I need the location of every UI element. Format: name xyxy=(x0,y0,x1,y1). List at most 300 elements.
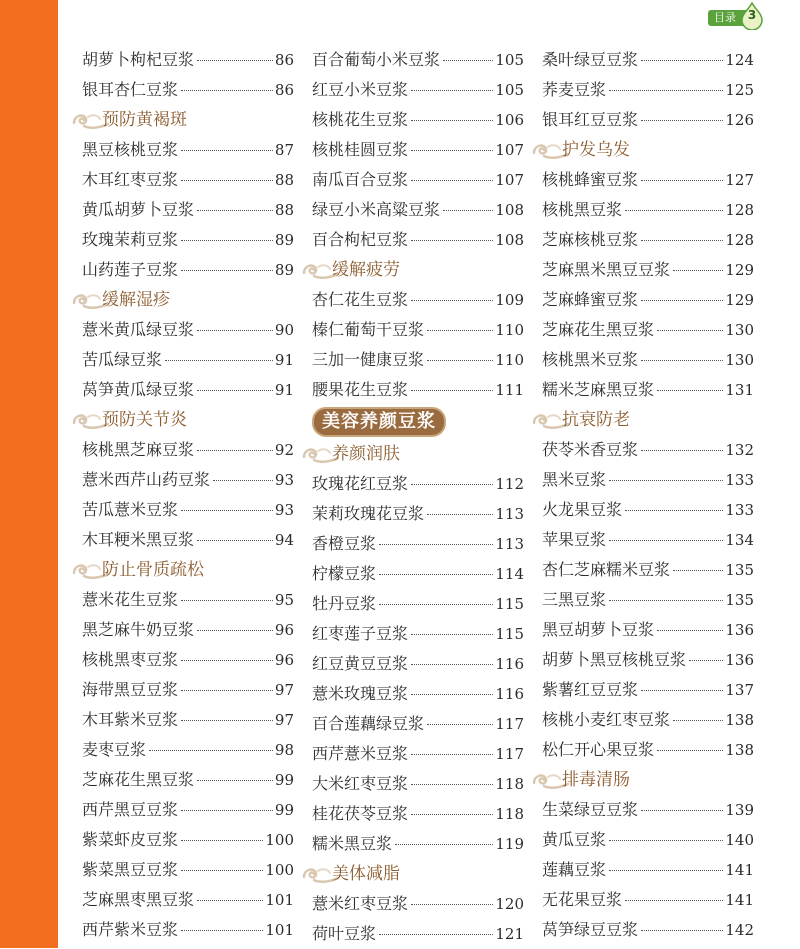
dot-leader xyxy=(673,270,723,271)
toc-entry[interactable] xyxy=(542,105,754,135)
entry-title: 榛仁葡萄干豆浆 xyxy=(312,320,425,339)
entry-title: 黄瓜豆浆 xyxy=(542,830,607,849)
toc-entry[interactable] xyxy=(542,225,754,255)
entry-title: 玫瑰茉莉豆浆 xyxy=(82,230,179,249)
entry-page-number: 112 xyxy=(495,475,524,493)
entry-page-number: 118 xyxy=(495,805,524,823)
section-heading xyxy=(70,105,294,135)
section-heading xyxy=(530,135,754,165)
toc-column-1 xyxy=(82,45,294,945)
dot-leader xyxy=(411,694,493,695)
dot-leader xyxy=(197,900,263,901)
dot-leader xyxy=(657,630,723,631)
toc-entry[interactable] xyxy=(82,525,294,555)
toc-entry[interactable] xyxy=(312,105,524,135)
toc-entry[interactable] xyxy=(82,615,294,645)
entry-page-number: 92 xyxy=(274,441,294,459)
dot-leader xyxy=(625,510,723,511)
entry-title: 薏米红枣豆浆 xyxy=(312,894,409,913)
toc-entry[interactable] xyxy=(312,529,524,559)
entry-title: 大米红枣豆浆 xyxy=(312,774,409,793)
entry-title: 南瓜百合豆浆 xyxy=(312,170,409,189)
entry-page-number: 86 xyxy=(274,51,294,69)
dot-leader xyxy=(181,150,273,151)
entry-page-number: 94 xyxy=(274,531,294,549)
toc-entry[interactable] xyxy=(542,615,754,645)
section-title: 养颜润肤 xyxy=(332,444,400,464)
entry-title: 玫瑰花红豆浆 xyxy=(312,474,409,493)
toc-entry[interactable] xyxy=(542,345,754,375)
toc-entry[interactable] xyxy=(542,45,754,75)
toc-entry[interactable] xyxy=(82,75,294,105)
entry-title: 紫菜虾皮豆浆 xyxy=(82,830,179,849)
entry-title: 核桃蜂蜜豆浆 xyxy=(542,170,639,189)
toc-entry[interactable] xyxy=(82,315,294,345)
dot-leader xyxy=(379,544,493,545)
toc-entry[interactable] xyxy=(82,735,294,765)
entry-title: 木耳粳米黑豆浆 xyxy=(82,530,195,549)
entry-title: 芝麻花生黑豆浆 xyxy=(542,320,655,339)
toc-label: 目录 xyxy=(708,10,750,26)
toc-entry[interactable] xyxy=(312,375,524,405)
entry-title: 海带黑豆豆浆 xyxy=(82,680,179,699)
toc-entry[interactable] xyxy=(542,435,754,465)
dot-leader xyxy=(411,300,493,301)
toc-entry[interactable] xyxy=(542,495,754,525)
toc-entry[interactable] xyxy=(82,225,294,255)
dot-leader xyxy=(181,690,273,691)
entry-title: 牡丹豆浆 xyxy=(312,594,377,613)
toc-entry[interactable] xyxy=(542,855,754,885)
dot-leader xyxy=(443,60,493,61)
entry-title: 百合莲藕绿豆浆 xyxy=(312,714,425,733)
category-title: 美容养颜豆浆 xyxy=(312,407,446,437)
toc-entry[interactable] xyxy=(542,465,754,495)
dot-leader xyxy=(657,390,723,391)
entry-title: 西芹薏米豆浆 xyxy=(312,744,409,763)
toc-entry[interactable] xyxy=(542,915,754,945)
entry-page-number: 127 xyxy=(725,171,754,189)
toc-entry[interactable] xyxy=(542,645,754,675)
toc-entry[interactable] xyxy=(312,709,524,739)
entry-page-number: 138 xyxy=(725,711,754,729)
dot-leader xyxy=(641,930,723,931)
dot-leader xyxy=(197,330,273,331)
toc-entry[interactable] xyxy=(312,919,524,949)
entry-title: 百合葡萄小米豆浆 xyxy=(312,50,441,69)
toc-entry[interactable] xyxy=(312,589,524,619)
toc-entry[interactable] xyxy=(542,315,754,345)
entry-page-number: 117 xyxy=(495,715,524,733)
entry-page-number: 141 xyxy=(725,861,754,879)
dot-leader xyxy=(181,270,273,271)
entry-page-number: 88 xyxy=(274,201,294,219)
dot-leader xyxy=(609,540,723,541)
entry-title: 苦瓜薏米豆浆 xyxy=(82,500,179,519)
entry-title: 苦瓜绿豆浆 xyxy=(82,350,163,369)
entry-title: 西芹紫米豆浆 xyxy=(82,920,179,939)
toc-entry[interactable] xyxy=(542,735,754,765)
entry-page-number: 105 xyxy=(495,51,524,69)
entry-page-number: 110 xyxy=(495,321,524,339)
dot-leader xyxy=(609,840,723,841)
toc-entry[interactable] xyxy=(82,825,294,855)
entry-title: 苹果豆浆 xyxy=(542,530,607,549)
toc-entry[interactable] xyxy=(82,45,294,75)
entry-title: 黑豆核桃豆浆 xyxy=(82,140,179,159)
entry-page-number: 128 xyxy=(725,231,754,249)
section-heading xyxy=(70,555,294,585)
toc-entry[interactable] xyxy=(312,889,524,919)
dot-leader xyxy=(609,600,723,601)
toc-entry[interactable] xyxy=(312,285,524,315)
entry-page-number: 137 xyxy=(725,681,754,699)
toc-entry[interactable] xyxy=(542,705,754,735)
dot-leader xyxy=(197,210,273,211)
entry-title: 桑叶绿豆豆浆 xyxy=(542,50,639,69)
toc-entry[interactable] xyxy=(82,255,294,285)
entry-title: 黄瓜胡萝卜豆浆 xyxy=(82,200,195,219)
entry-page-number: 97 xyxy=(274,711,294,729)
entry-page-number: 89 xyxy=(274,231,294,249)
dot-leader xyxy=(411,240,493,241)
toc-entry[interactable] xyxy=(312,165,524,195)
dot-leader xyxy=(657,330,723,331)
entry-page-number: 142 xyxy=(725,921,754,939)
entry-page-number: 133 xyxy=(725,501,754,519)
entry-title: 核桃黑豆浆 xyxy=(542,200,623,219)
toc-entry[interactable] xyxy=(542,195,754,225)
dot-leader xyxy=(197,390,273,391)
dot-leader xyxy=(197,630,273,631)
entry-page-number: 93 xyxy=(274,471,294,489)
entry-page-number: 117 xyxy=(495,745,524,763)
leaf-icon xyxy=(740,6,764,30)
dot-leader xyxy=(379,574,493,575)
dot-leader xyxy=(641,690,723,691)
toc-entry[interactable] xyxy=(542,885,754,915)
entry-page-number: 110 xyxy=(495,351,524,369)
dot-leader xyxy=(411,390,493,391)
toc-column-3 xyxy=(542,45,754,945)
dot-leader xyxy=(427,360,493,361)
entry-page-number: 138 xyxy=(725,741,754,759)
toc-entry[interactable] xyxy=(312,649,524,679)
toc-entry[interactable] xyxy=(312,769,524,799)
dot-leader xyxy=(625,900,723,901)
toc-entry[interactable] xyxy=(542,795,754,825)
entry-page-number: 90 xyxy=(274,321,294,339)
toc-entry[interactable] xyxy=(312,469,524,499)
entry-page-number: 86 xyxy=(274,81,294,99)
toc-entry[interactable] xyxy=(312,45,524,75)
entry-page-number: 113 xyxy=(495,535,524,553)
toc-entry[interactable] xyxy=(82,465,294,495)
entry-page-number: 140 xyxy=(725,831,754,849)
entry-page-number: 91 xyxy=(274,351,294,369)
section-title: 缓解湿疹 xyxy=(102,290,170,310)
entry-title: 柠檬豆浆 xyxy=(312,564,377,583)
entry-page-number: 120 xyxy=(495,895,524,913)
entry-title: 银耳杏仁豆浆 xyxy=(82,80,179,99)
dot-leader xyxy=(181,600,273,601)
dot-leader xyxy=(181,720,273,721)
toc-entry[interactable] xyxy=(82,435,294,465)
dot-leader xyxy=(609,90,723,91)
entry-page-number: 108 xyxy=(495,201,524,219)
toc-entry[interactable] xyxy=(82,195,294,225)
entry-title: 木耳红枣豆浆 xyxy=(82,170,179,189)
toc-entry[interactable] xyxy=(82,165,294,195)
entry-page-number: 134 xyxy=(725,531,754,549)
dot-leader xyxy=(641,450,723,451)
entry-page-number: 115 xyxy=(495,625,524,643)
entry-title: 薏米花生豆浆 xyxy=(82,590,179,609)
dot-leader xyxy=(641,120,723,121)
entry-page-number: 100 xyxy=(265,861,294,879)
section-title: 护发乌发 xyxy=(562,140,630,160)
dot-leader xyxy=(379,604,493,605)
section-heading xyxy=(300,859,524,889)
toc-entry[interactable] xyxy=(312,195,524,225)
entry-page-number: 121 xyxy=(495,925,524,943)
entry-title: 胡萝卜枸杞豆浆 xyxy=(82,50,195,69)
entry-page-number: 133 xyxy=(725,471,754,489)
entry-page-number: 91 xyxy=(274,381,294,399)
entry-page-number: 115 xyxy=(495,595,524,613)
toc-entry[interactable] xyxy=(542,255,754,285)
dot-leader xyxy=(165,360,273,361)
entry-page-number: 99 xyxy=(274,771,294,789)
entry-page-number: 132 xyxy=(725,441,754,459)
entry-title: 火龙果豆浆 xyxy=(542,500,623,519)
dot-leader xyxy=(411,484,493,485)
entry-title: 香橙豆浆 xyxy=(312,534,377,553)
entry-title: 茯苓米香豆浆 xyxy=(542,440,639,459)
toc-entry[interactable] xyxy=(82,885,294,915)
entry-page-number: 129 xyxy=(725,291,754,309)
toc-entry[interactable] xyxy=(542,525,754,555)
entry-page-number: 135 xyxy=(725,591,754,609)
entry-title: 胡萝卜黑豆核桃豆浆 xyxy=(542,650,687,669)
dot-leader xyxy=(411,904,493,905)
entry-page-number: 105 xyxy=(495,81,524,99)
entry-title: 莲藕豆浆 xyxy=(542,860,607,879)
entry-page-number: 107 xyxy=(495,141,524,159)
entry-title: 糯米芝麻黑豆浆 xyxy=(542,380,655,399)
entry-page-number: 107 xyxy=(495,171,524,189)
toc-entry[interactable] xyxy=(312,619,524,649)
toc-entry[interactable] xyxy=(82,135,294,165)
toc-entry[interactable] xyxy=(542,825,754,855)
toc-entry[interactable] xyxy=(82,795,294,825)
entry-page-number: 116 xyxy=(495,655,524,673)
entry-title: 芝麻核桃豆浆 xyxy=(542,230,639,249)
entry-title: 芝麻花生黑豆浆 xyxy=(82,770,195,789)
entry-title: 薏米玫瑰豆浆 xyxy=(312,684,409,703)
section-title: 美体减脂 xyxy=(332,864,400,884)
dot-leader xyxy=(443,210,493,211)
entry-page-number: 98 xyxy=(274,741,294,759)
entry-page-number: 119 xyxy=(495,835,524,853)
entry-page-number: 96 xyxy=(274,621,294,639)
entry-title: 百合枸杞豆浆 xyxy=(312,230,409,249)
toc-entry[interactable] xyxy=(312,679,524,709)
toc-column-2 xyxy=(312,45,524,949)
entry-page-number: 139 xyxy=(725,801,754,819)
entry-title: 芝麻蜂蜜豆浆 xyxy=(542,290,639,309)
entry-page-number: 89 xyxy=(274,261,294,279)
entry-title: 银耳红豆豆浆 xyxy=(542,110,639,129)
dot-leader xyxy=(181,660,273,661)
entry-page-number: 116 xyxy=(495,685,524,703)
dot-leader xyxy=(411,664,493,665)
entry-title: 桂花茯苓豆浆 xyxy=(312,804,409,823)
page-edge-band xyxy=(0,0,58,948)
dot-leader xyxy=(181,90,273,91)
section-title: 预防黄褐斑 xyxy=(102,110,187,130)
dot-leader xyxy=(641,180,723,181)
dot-leader xyxy=(609,870,723,871)
toc-entry[interactable] xyxy=(82,585,294,615)
section-heading xyxy=(530,765,754,795)
entry-title: 莴笋黄瓜绿豆浆 xyxy=(82,380,195,399)
section-title: 排毒清肠 xyxy=(562,770,630,790)
entry-page-number: 129 xyxy=(725,261,754,279)
entry-page-number: 124 xyxy=(725,51,754,69)
toc-entry[interactable] xyxy=(312,135,524,165)
toc-entry[interactable] xyxy=(312,829,524,859)
entry-title: 木耳紫米豆浆 xyxy=(82,710,179,729)
entry-title: 糯米黑豆浆 xyxy=(312,834,393,853)
dot-leader xyxy=(197,450,273,451)
dot-leader xyxy=(197,540,273,541)
toc-entry[interactable] xyxy=(82,915,294,945)
toc-entry[interactable] xyxy=(312,499,524,529)
dot-leader xyxy=(411,814,493,815)
entry-page-number: 87 xyxy=(274,141,294,159)
entry-page-number: 131 xyxy=(725,381,754,399)
entry-title: 核桃黑米豆浆 xyxy=(542,350,639,369)
entry-title: 腰果花生豆浆 xyxy=(312,380,409,399)
dot-leader xyxy=(427,514,493,515)
dot-leader xyxy=(411,120,493,121)
toc-entry[interactable] xyxy=(542,675,754,705)
entry-page-number: 136 xyxy=(725,651,754,669)
entry-title: 红豆黄豆豆浆 xyxy=(312,654,409,673)
toc-entry[interactable] xyxy=(542,375,754,405)
entry-title: 黑豆胡萝卜豆浆 xyxy=(542,620,655,639)
dot-leader xyxy=(427,724,493,725)
entry-page-number: 136 xyxy=(725,621,754,639)
entry-page-number: 125 xyxy=(725,81,754,99)
entry-page-number: 109 xyxy=(495,291,524,309)
toc-entry[interactable] xyxy=(82,345,294,375)
toc-entry[interactable] xyxy=(312,345,524,375)
toc-entry[interactable] xyxy=(542,75,754,105)
entry-title: 核桃黑枣豆浆 xyxy=(82,650,179,669)
section-heading xyxy=(300,439,524,469)
dot-leader xyxy=(641,360,723,361)
section-heading xyxy=(70,405,294,435)
toc-entry[interactable] xyxy=(542,555,754,585)
entry-title: 紫薯红豆豆浆 xyxy=(542,680,639,699)
toc-entry[interactable] xyxy=(312,799,524,829)
entry-page-number: 93 xyxy=(274,501,294,519)
entry-page-number: 101 xyxy=(265,921,294,939)
entry-title: 西芹黑豆豆浆 xyxy=(82,800,179,819)
toc-entry[interactable] xyxy=(82,495,294,525)
toc-entry[interactable] xyxy=(312,315,524,345)
dot-leader xyxy=(181,240,273,241)
entry-title: 山药莲子豆浆 xyxy=(82,260,179,279)
entry-title: 松仁开心果豆浆 xyxy=(542,740,655,759)
entry-title: 红枣莲子豆浆 xyxy=(312,624,409,643)
entry-title: 薏米西芹山药豆浆 xyxy=(82,470,211,489)
toc-entry[interactable] xyxy=(312,225,524,255)
toc-entry[interactable] xyxy=(82,855,294,885)
dot-leader xyxy=(641,300,723,301)
dot-leader xyxy=(181,930,263,931)
dot-leader xyxy=(625,210,723,211)
entry-title: 黑芝麻牛奶豆浆 xyxy=(82,620,195,639)
toc-entry[interactable] xyxy=(82,375,294,405)
dot-leader xyxy=(181,510,273,511)
dot-leader xyxy=(181,810,273,811)
category-heading xyxy=(312,405,524,439)
dot-leader xyxy=(673,720,723,721)
entry-page-number: 106 xyxy=(495,111,524,129)
toc-entry[interactable] xyxy=(312,739,524,769)
toc-entry[interactable] xyxy=(312,75,524,105)
entry-page-number: 108 xyxy=(495,231,524,249)
toc-entry[interactable] xyxy=(82,705,294,735)
toc-entry[interactable] xyxy=(542,585,754,615)
page-number: 3 xyxy=(747,8,757,22)
dot-leader xyxy=(411,754,493,755)
dot-leader xyxy=(657,750,723,751)
entry-page-number: 96 xyxy=(274,651,294,669)
entry-title: 黑米豆浆 xyxy=(542,470,607,489)
entry-title: 荷叶豆浆 xyxy=(312,924,377,943)
dot-leader xyxy=(641,60,723,61)
toc-entry[interactable] xyxy=(82,645,294,675)
entry-title: 三黑豆浆 xyxy=(542,590,607,609)
entry-title: 核桃桂圆豆浆 xyxy=(312,140,409,159)
dot-leader xyxy=(181,870,263,871)
toc-entry[interactable] xyxy=(82,765,294,795)
entry-title: 杏仁芝麻糯米豆浆 xyxy=(542,560,671,579)
toc-entry[interactable] xyxy=(542,285,754,315)
entry-title: 紫菜黑豆豆浆 xyxy=(82,860,179,879)
page-number-badge xyxy=(708,8,764,28)
entry-title: 生菜绿豆豆浆 xyxy=(542,800,639,819)
toc-entry[interactable] xyxy=(312,559,524,589)
section-title: 抗衰防老 xyxy=(562,410,630,430)
toc-entry[interactable] xyxy=(82,675,294,705)
dot-leader xyxy=(411,90,493,91)
toc-entry[interactable] xyxy=(542,165,754,195)
section-heading xyxy=(70,285,294,315)
entry-title: 核桃小麦红枣豆浆 xyxy=(542,710,671,729)
entry-page-number: 128 xyxy=(725,201,754,219)
entry-title: 薏米黄瓜绿豆浆 xyxy=(82,320,195,339)
dot-leader xyxy=(609,480,723,481)
dot-leader xyxy=(181,840,263,841)
entry-page-number: 113 xyxy=(495,505,524,523)
dot-leader xyxy=(149,750,273,751)
dot-leader xyxy=(379,934,493,935)
